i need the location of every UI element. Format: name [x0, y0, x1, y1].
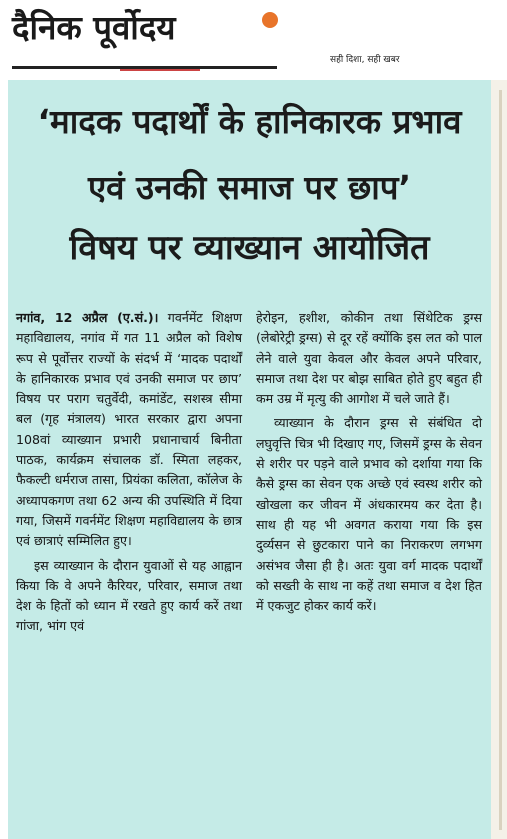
newspaper-title: दैनिक पूर्वोदय — [12, 8, 176, 47]
article-paragraph: व्याख्यान के दौरान ड्रग्स से संबंधित दो लघुवृत्ति चित्र भी दिखाए गए, जिसमें ड्रग्स के सेवन से शरीर पर पड़ने वाले प्रभाव को दर्शाया गया कि कैसे ड्रग्स का सेवन एक अच्छे एवं स्वस्थ शरीर को खोखला कर जीवन में अंधकारमय कर देता है। साथ ही यह भी अवगत कराया गया कि इस दुर्व्यसन से छुटकारा पाने का निराकरण लगभग असंभव जैसा ही है। अतः युवा वर्ग मादक पदार्थों को सख्ती के साथ ना कहें तथा समाज व देश हित में एकजुट होकर कार्य करें। — [256, 415, 482, 614]
headline-line-2: एवं उनकी समाज पर छाप’ — [87, 168, 412, 207]
masthead-accent-rule — [120, 69, 200, 71]
article-dateline: नगांव, 12 अप्रैल (ए.सं.)। — [16, 310, 159, 325]
newspaper-tagline: सही दिशा, सही खबर — [330, 55, 400, 65]
headline-line-1: ‘मादक पदार्थों के हानिकारक प्रभाव — [37, 102, 462, 141]
article-paragraph — [16, 308, 242, 552]
headline-line-3: विषय पर व्याख्यान आयोजित — [69, 228, 430, 268]
article-paragraph: हेरोइन, हशीश, कोकीन तथा सिंथेटिक ड्रग्स (लेबोरेट्री ड्रग्स) से दूर रहें क्योंकि इस लत को पाल लेने वाले युवा केवल और केवल अपने परिवार, समाज तथा देश पर बोझ साबित होते हुए बहुत ही कम उम्र में मृत्यु की आगोश में चले जाते हैं। — [256, 310, 482, 407]
article-paragraph: इस व्याख्यान के दौरान युवाओं से यह आह्वान किया कि वे अपने कैरियर, परिवार, समाज तथा देश के हितों को ध्यान में रखते हुए कार्य करें तथा गांजा, भांग एवं — [16, 557, 242, 634]
newspaper-masthead — [0, 0, 507, 72]
brand-sun-logo-icon — [262, 12, 278, 28]
article-column-right — [256, 308, 482, 616]
article-text: गवर्नमेंट शिक्षण महाविद्यालय, नगांव में गत 11 अप्रैल को विशेष रूप से पूर्वोत्तर राज्यों के संदर्भ में ‘मादक पदार्थों के हानिकारक प्रभाव एवं उनकी समाज पर छाप’ विषय पर पराग चतुर्वेदी, कमांडेंट, सशस्त्र सीमा बल (गृह मंत्रालय) भारत सरकार द्वारा अपना 108वां व्याख्यान प्रभारी प्रधानाचार्य बिनीता पाठक, कार्यक्रम संचालक डॉ. स्मिता लहकर, फैकल्टी धर्मराज तासा, प्रियंका कलिता, कॉलेज के अध्यापकगण तथा 62 अन्य की उपस्थिति में दिया गया, जिसमें गवर्नमेंट शिक्षण महाविद्यालय के छात्र एवं छात्राएं सम्मिलित हुए। — [16, 310, 242, 549]
adjacent-page-divider — [499, 90, 502, 830]
news-clipping — [8, 80, 491, 839]
article-column-left — [16, 308, 242, 637]
